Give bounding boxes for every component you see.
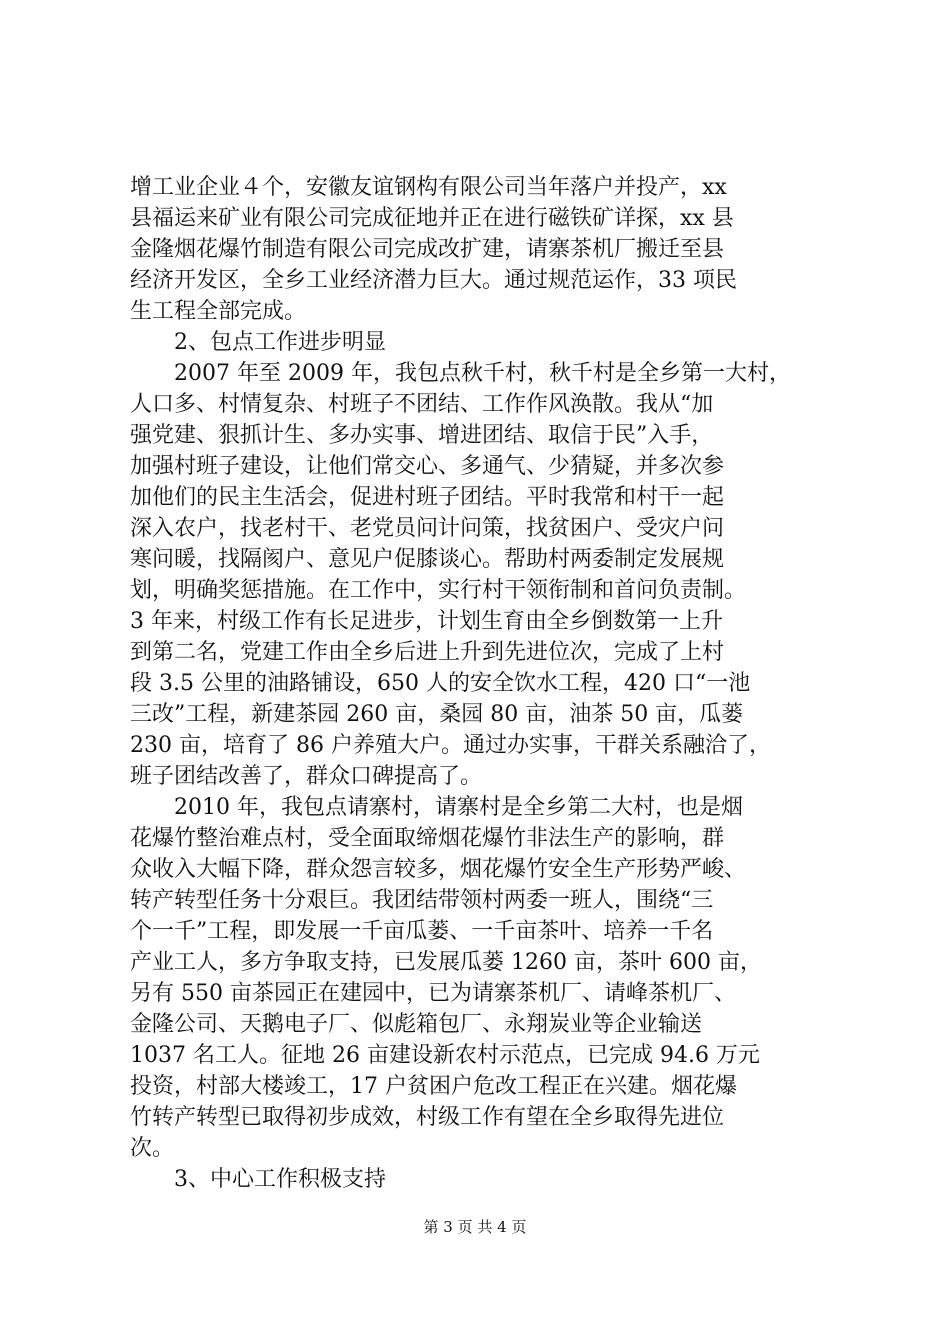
text-line: 投资，村部大楼竣工，17 户贫困户危改工程正在兴建。烟花爆 [130, 1074, 737, 1099]
text-line: 转产转型任务十分艰巨。我团结带领村两委一班人，围绕“三 [130, 888, 714, 913]
text-line: 县福运来矿业有限公司完成征地并正在进行磁铁矿详探，xx 县 [130, 206, 734, 231]
page-footer: 第 3 页 共 4 页 [423, 1218, 527, 1236]
text-line: 1037 名工人。征地 26 亩建设新农村示范点，已完成 94.6 万元 [130, 1043, 760, 1068]
text-line: 230 亩，培育了 86 户养殖大户。通过办实事，干群关系融洽了， [130, 733, 771, 758]
text-line: 深入农户，找老村干、老党员问计问策，找贫困户、受灾户问 [130, 516, 725, 541]
text-line: 增工业企业４个，安徽友谊钢构有限公司当年落户并投产，xx [130, 175, 727, 200]
text-line: 生工程全部完成。 [130, 299, 307, 324]
text-line: 另有 550 亩茶园正在建园中，已为请寨茶机厂、请峰茶机厂、 [130, 981, 736, 1006]
text-line: 强党建、狠抓计生、多办实事、增进团结、取信于民”入手， [130, 423, 714, 448]
text-line: 次。 [130, 1136, 175, 1161]
text-line: 人口多、村情复杂、村班子不团结、工作作风涣散。我从“加 [130, 392, 714, 417]
text-line: 加他们的民主生活会，促进村班子团结。平时我常和村干一起 [130, 485, 725, 510]
text-line: 加强村班子建设，让他们常交心、多通气、少猜疑，并多次参 [130, 454, 725, 479]
text-line: 三改”工程，新建茶园 260 亩，桑园 80 亩，油茶 50 亩，瓜蒌 [130, 702, 744, 727]
section-heading: 3、中心工作积极支持 [174, 1167, 386, 1192]
section-heading: 2、包点工作进步明显 [174, 330, 386, 355]
text-line: 3 年来，村级工作有长足进步，计划生育由全乡倒数第一上升 [130, 609, 723, 634]
text-line: 众收入大幅下降，群众怨言较多，烟花爆竹安全生产形势严峻、 [130, 857, 747, 882]
text-line: 2007 年至 2009 年，我包点秋千村，秋千村是全乡第一大村， [174, 361, 791, 386]
text-line: 寒问暖，找隔阂户、意见户促膝谈心。帮助村两委制定发展规 [130, 547, 725, 572]
text-line: 班子团结改善了，群众口碑提高了。 [130, 764, 483, 789]
text-line: 金隆烟花爆竹制造有限公司完成改扩建，请寨茶机厂搬迁至县 [130, 237, 725, 262]
text-line: 2010 年，我包点请寨村，请寨村是全乡第二大村，也是烟 [174, 795, 743, 820]
text-line: 竹转产转型已取得初步成效，村级工作有望在全乡取得先进位 [130, 1105, 725, 1130]
text-line: 个一千”工程，即发展一千亩瓜蒌、一千亩茶叶、培养一千名 [130, 919, 714, 944]
text-line: 到第二名，党建工作由全乡后进上升到先进位次，完成了上村 [130, 640, 725, 665]
document-body [130, 172, 830, 1195]
text-line: 划，明确奖惩措施。在工作中，实行村干领衔制和首问负责制。 [130, 578, 747, 603]
text-line: 经济开发区，全乡工业经济潜力巨大。通过规范运作，33 项民 [130, 268, 737, 293]
text-line: 花爆竹整治难点村，受全面取缔烟花爆竹非法生产的影响，群 [130, 826, 725, 851]
text-line: 段 3.5 公里的油路铺设，650 人的安全饮水工程，420 口“一池 [130, 671, 751, 696]
text-line: 金隆公司、天鹅电子厂、似彪箱包厂、永翔炭业等企业输送 [130, 1012, 703, 1037]
text-line: 产业工人，多方争取支持，已发展瓜蒌 1260 亩，茶叶 600 亩， [130, 950, 762, 975]
